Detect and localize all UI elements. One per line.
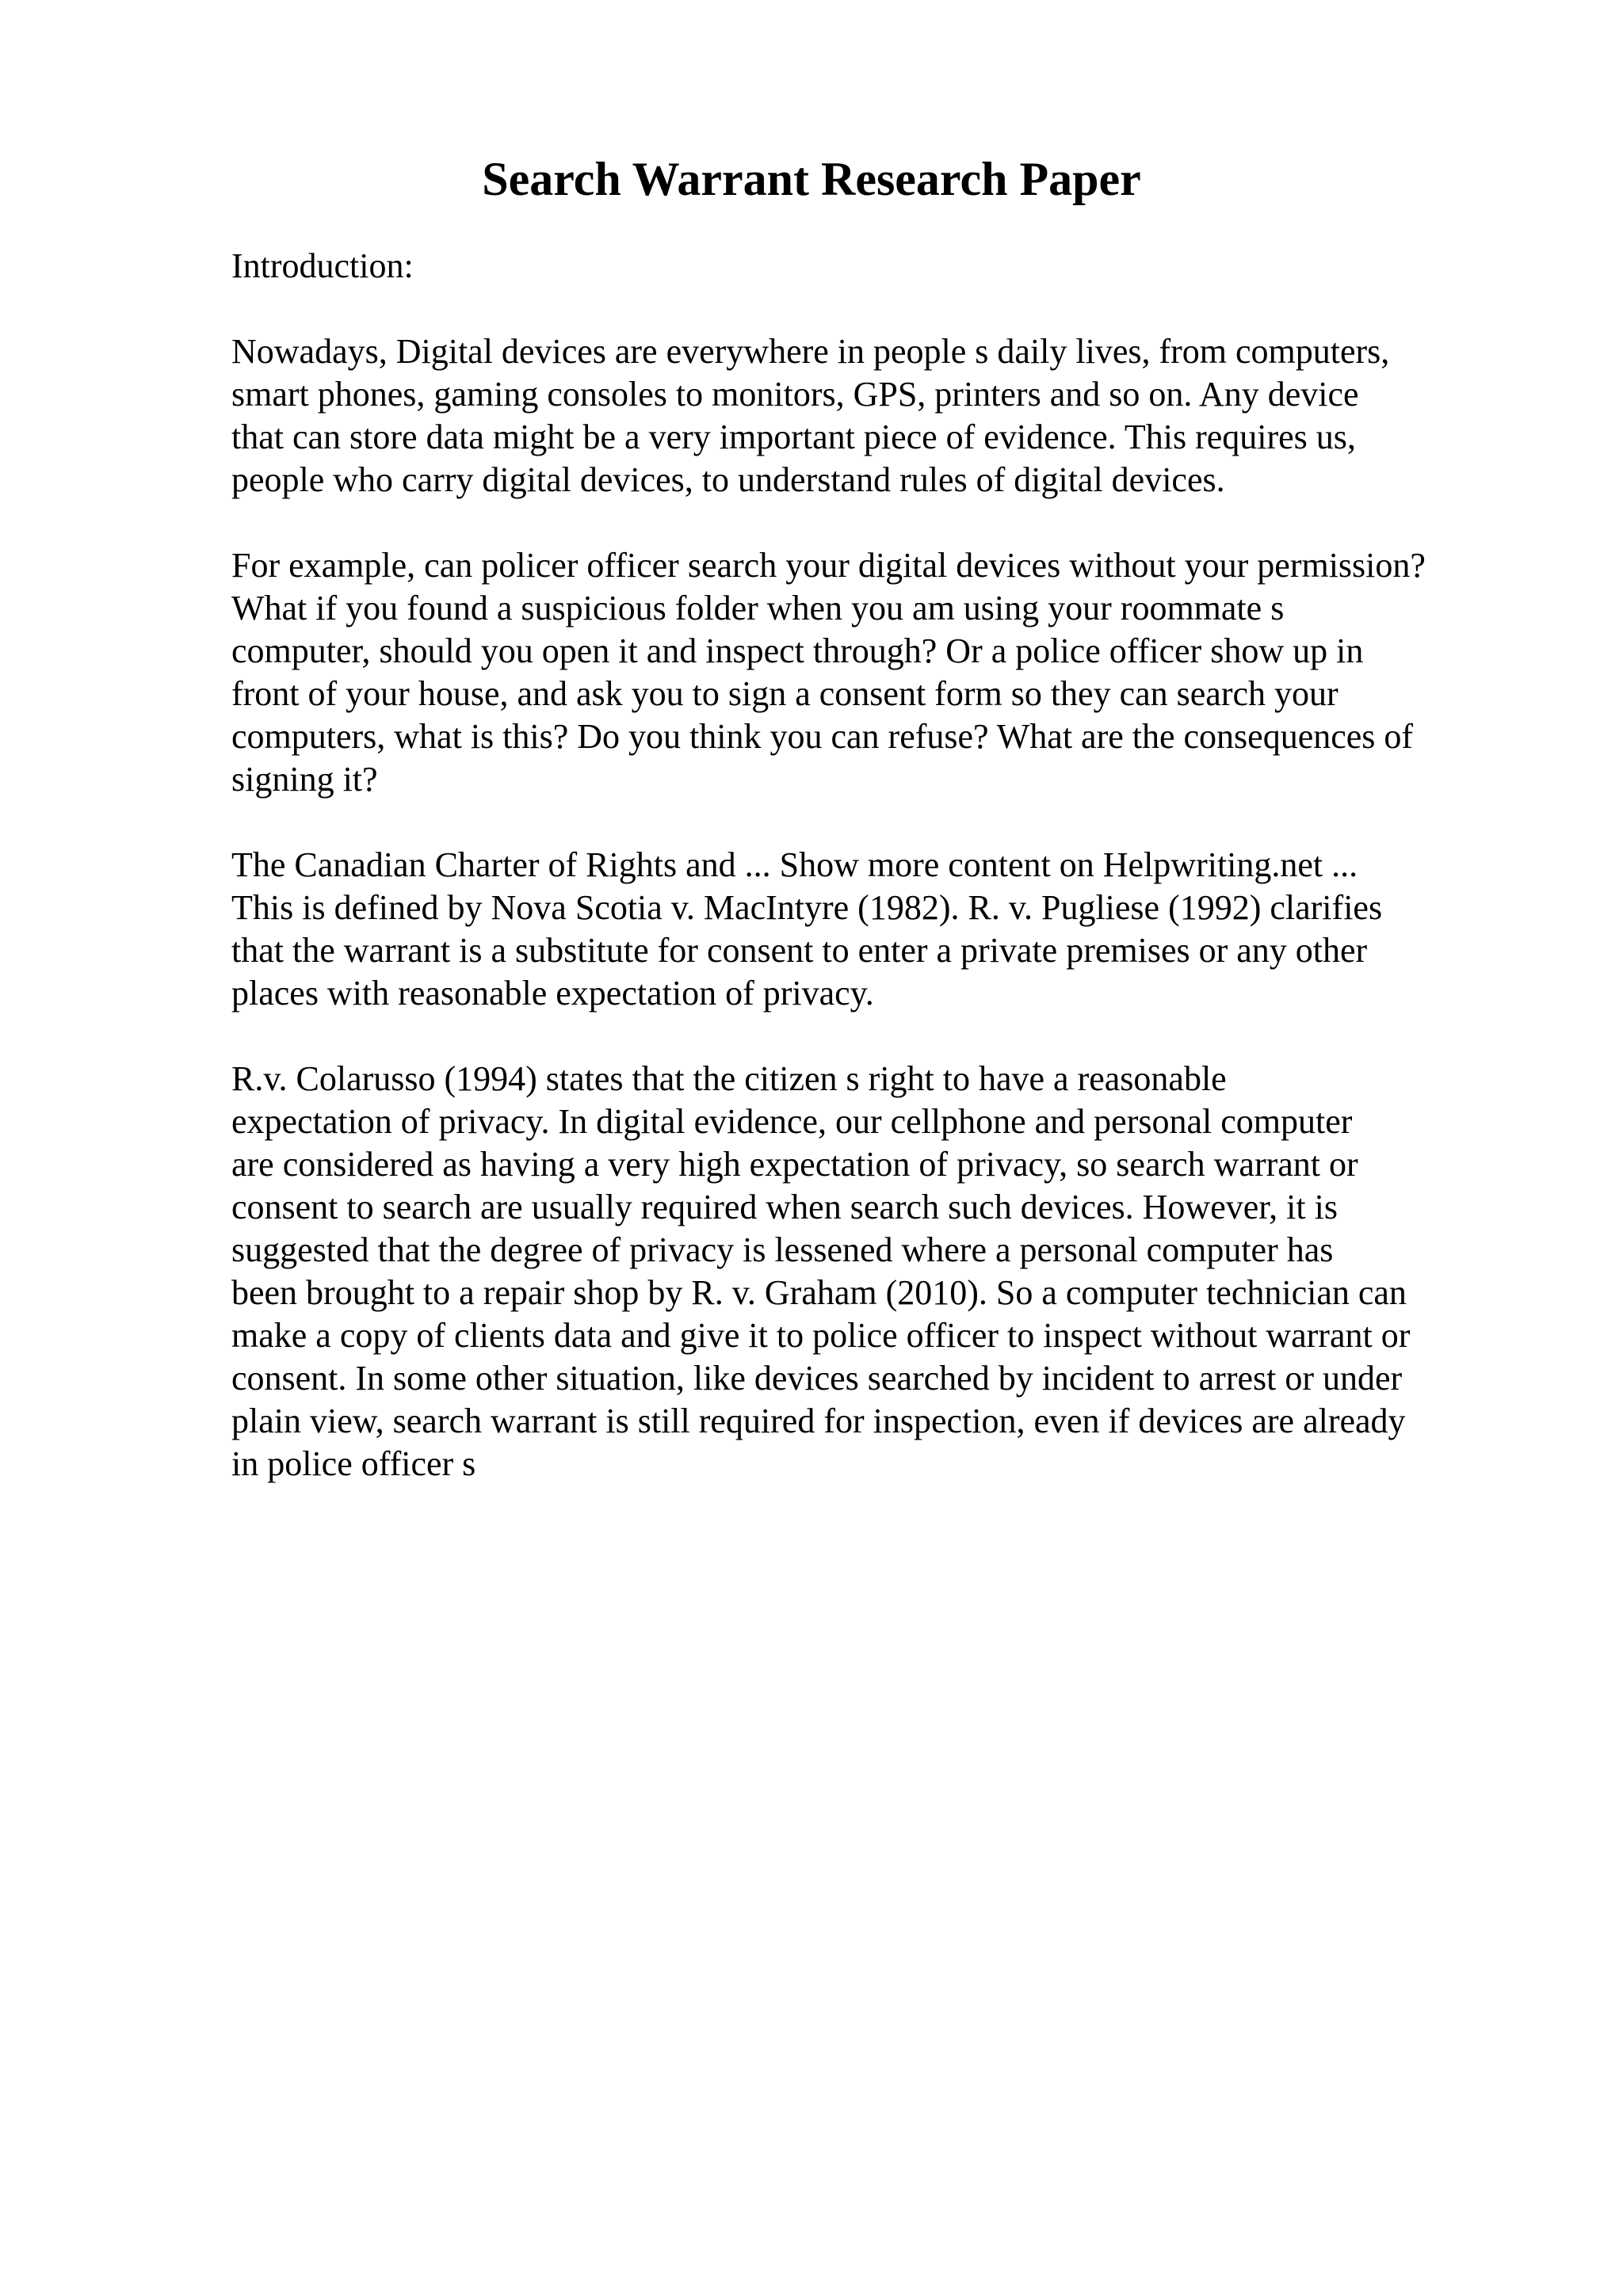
paragraph-line: This is defined by Nova Scotia v. MacIntyre (1982). R. v. Pugliese (1992) clarifies — [231, 888, 1383, 927]
paragraph-line: expectation of privacy. In digital evidence, our cellphone and personal computer — [231, 1102, 1353, 1141]
paragraph-line: consent to search are usually required when search such devices. However, it is — [231, 1188, 1338, 1226]
paragraph-1 — [231, 330, 1515, 502]
paragraph-line: R.v. Colarusso (1994) states that the citizen s right to have a reasonable — [231, 1059, 1227, 1098]
paragraph-line: For example, can policer officer search your digital devices without your permission? — [231, 546, 1426, 585]
paragraph-line: computer, should you open it and inspect through? Or a police officer show up in — [231, 631, 1364, 670]
paragraph-line: in police officer s — [231, 1444, 476, 1483]
document-body — [231, 245, 1515, 1528]
paragraph-line: smart phones, gaming consoles to monitors, GPS, printers and so on. Any device — [231, 375, 1359, 414]
paragraph-line: computers, what is this? Do you think you can refuse? What are the consequences of — [231, 717, 1414, 756]
paragraph-line: that can store data might be a very important piece of evidence. This requires us, — [231, 418, 1356, 456]
paragraph-line: people who carry digital devices, to understand rules of digital devices. — [231, 460, 1225, 499]
paragraph-line: make a copy of clients data and give it to police officer to inspect without warrant or — [231, 1316, 1411, 1355]
section-heading-text: Introduction: — [231, 246, 414, 285]
paragraph-line: are considered as having a very high expectation of privacy, so search warrant or — [231, 1145, 1358, 1184]
paragraph-line: What if you found a suspicious folder when you am using your roommate s — [231, 589, 1285, 627]
paragraph-line: signing it? — [231, 760, 378, 799]
section-heading — [231, 245, 1515, 288]
paragraph-line: suggested that the degree of privacy is lessened where a personal computer has — [231, 1230, 1334, 1269]
paragraph-line: consent. In some other situation, like devices searched by incident to arrest or under — [231, 1359, 1403, 1398]
paragraph-line: front of your house, and ask you to sign a consent form so they can search your — [231, 674, 1338, 713]
paragraph-3 — [231, 844, 1515, 1015]
paragraph-2 — [231, 544, 1515, 801]
paragraph-line: plain view, search warrant is still required for inspection, even if devices are already — [231, 1402, 1406, 1440]
paragraph-line: The Canadian Charter of Rights and ... Show more content on Helpwriting.net ... — [231, 845, 1358, 884]
paragraph-line: that the warrant is a substitute for consent to enter a private premises or any other — [231, 931, 1368, 970]
paragraph-line: Nowadays, Digital devices are everywhere in people s daily lives, from computers, — [231, 332, 1390, 371]
paragraph-line: places with reasonable expectation of privacy. — [231, 974, 874, 1013]
paragraph-4 — [231, 1058, 1515, 1486]
paragraph-line: been brought to a repair shop by R. v. Graham (2010). So a computer technician can — [231, 1273, 1407, 1312]
page-title: Search Warrant Research Paper — [482, 153, 1141, 205]
